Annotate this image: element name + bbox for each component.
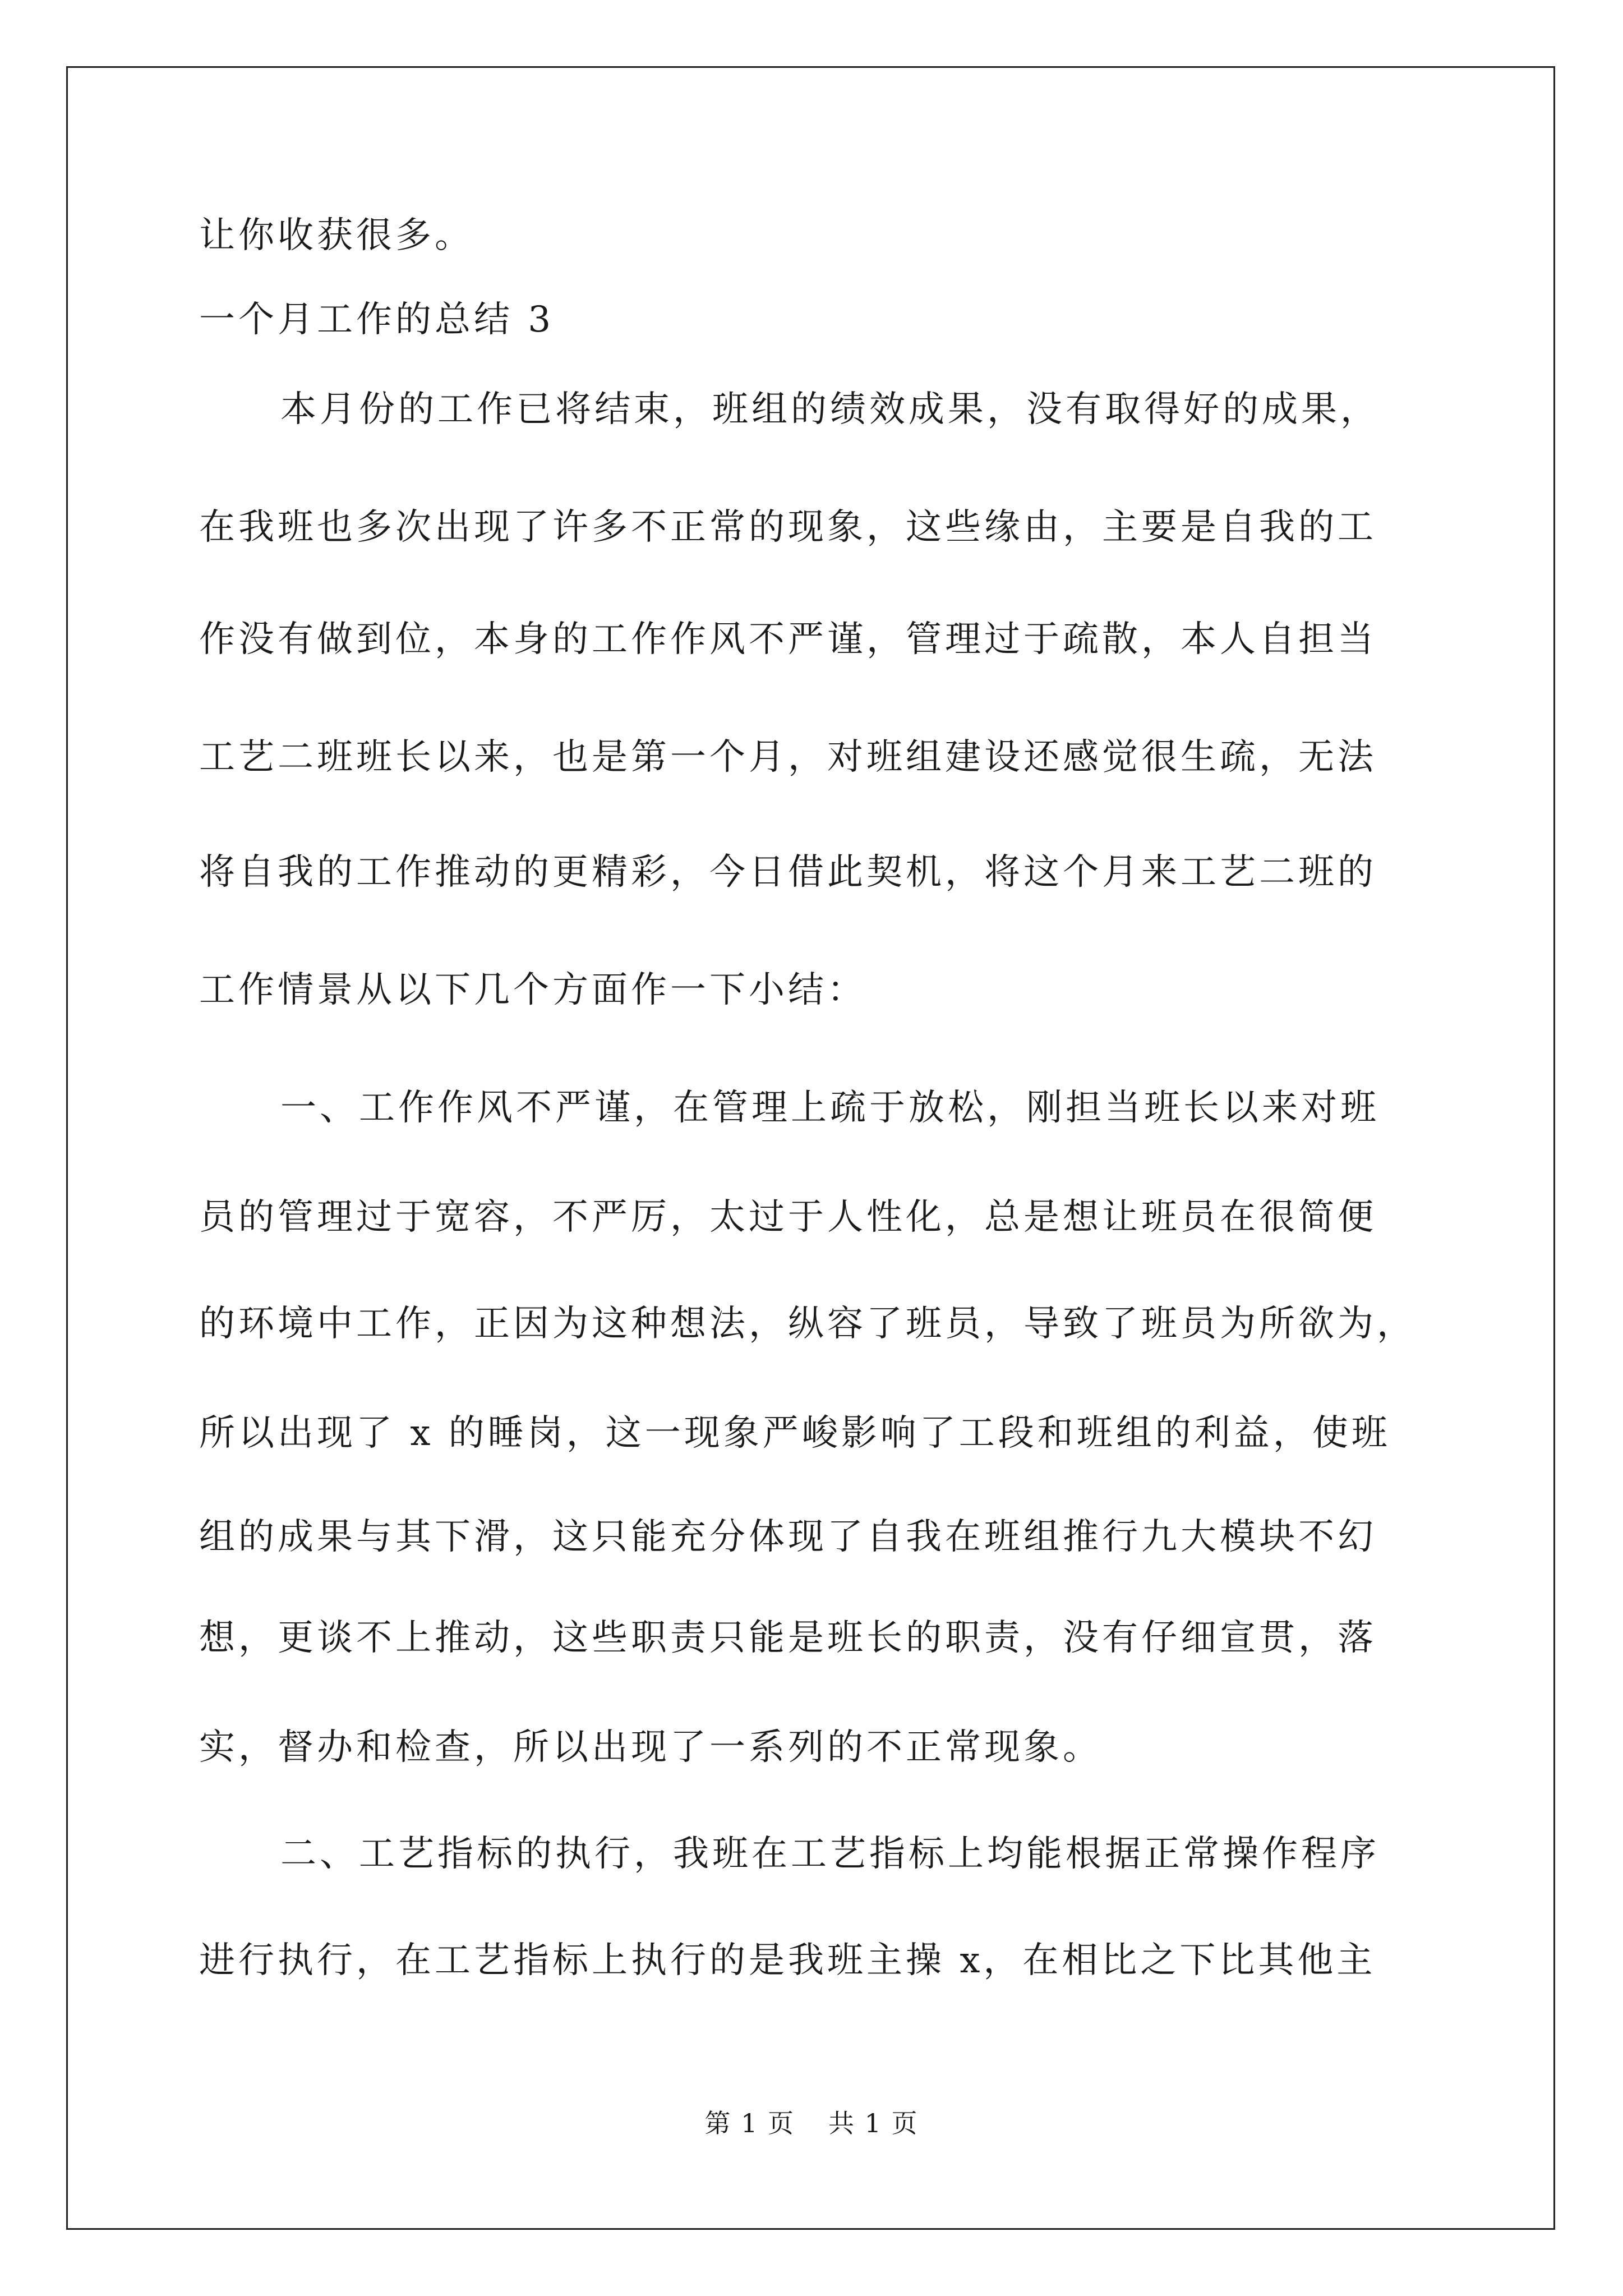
text-line: 实，督办和检查，所以出现了一系列的不正常现象。 [199, 1727, 1102, 1768]
text-line: 在我班也多次出现了许多不正常的现象，这些缘由，主要是自我的工 [199, 507, 1377, 548]
text-line: 的环境中工作，正因为这种想法，纵容了班员，导致了班员为所欲为， [199, 1303, 1416, 1345]
page-number: 第 1 页 [704, 2108, 795, 2138]
text-line: 本月份的工作已将结束，班组的绩效成果，没有取得好的成果， [280, 389, 1380, 430]
text-line: 二、工艺指标的执行，我班在工艺指标上均能根据正常操作程序 [280, 1833, 1380, 1875]
text-line: 将自我的工作推动的更精彩，今日借此契机，将这个月来工艺二班的 [199, 852, 1377, 893]
text-line: 工作情景从以下几个方面作一下小结： [199, 969, 866, 1011]
text-line: 一、工作作风不严谨，在管理上疏于放松，刚担当班长以来对班 [280, 1087, 1380, 1129]
section-heading: 一个月工作的总结 3 [199, 299, 555, 341]
text-line: 作没有做到位，本身的工作作风不严谨，管理过于疏散，本人自担当 [199, 619, 1377, 660]
text-line: 组的成果与其下滑，这只能充分体现了自我在班组推行九大模块不幻 [199, 1516, 1377, 1558]
page-footer [0, 2106, 1623, 2140]
total-pages: 共 1 页 [828, 2108, 919, 2138]
text-line: 所以出现了 x 的睡岗，这一现象严峻影响了工段和班组的利益，使班 [199, 1412, 1391, 1454]
text-line: 工艺二班班长以来，也是第一个月，对班组建设还感觉很生疏，无法 [199, 737, 1377, 778]
text-line: 让你收获很多。 [199, 215, 474, 256]
text-line: 想，更谈不上推动，这些职责只能是班长的职责，没有仔细宣贯，落 [199, 1617, 1377, 1659]
text-line: 进行执行，在工艺指标上执行的是我班主操 x，在相比之下比其他主 [199, 1940, 1376, 1981]
text-line: 员的管理过于宽容，不严厉，太过于人性化，总是想让班员在很简便 [199, 1197, 1377, 1238]
